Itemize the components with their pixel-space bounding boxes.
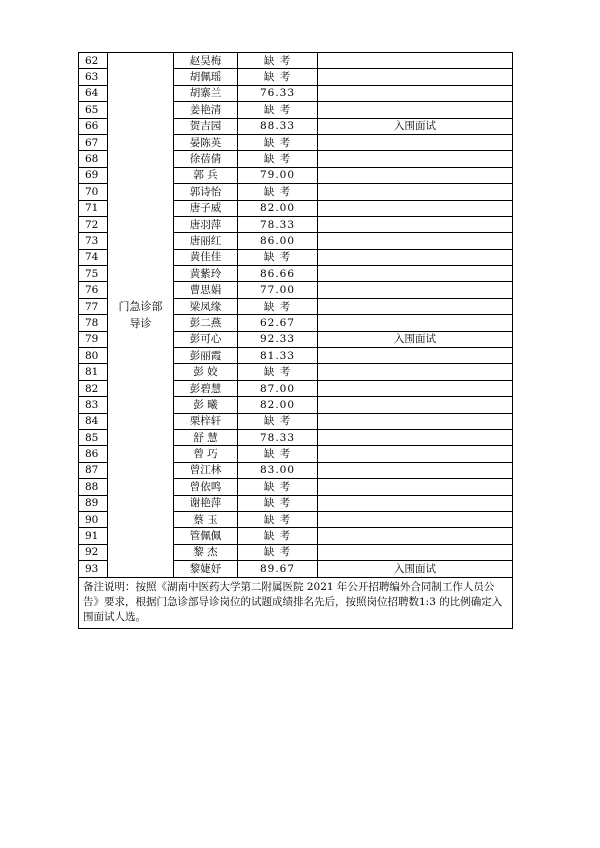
name-cell: 谢艳萍 — [174, 495, 238, 511]
score-table-container — [78, 52, 513, 578]
name-cell: 郭诗怡 — [174, 184, 238, 200]
remark-cell — [318, 462, 513, 478]
remark-cell — [318, 102, 513, 118]
score-cell: 81.33 — [238, 348, 318, 364]
remark-cell — [318, 282, 513, 298]
name-cell: 徐蓓倩 — [174, 151, 238, 167]
name-cell: 黄佳佳 — [174, 249, 238, 265]
name-cell: 彭丽霞 — [174, 348, 238, 364]
row-number-cell: 81 — [79, 364, 108, 380]
row-number-cell: 72 — [79, 216, 108, 232]
score-cell: 缺 考 — [238, 102, 318, 118]
score-cell: 86.00 — [238, 233, 318, 249]
name-cell: 曾江林 — [174, 462, 238, 478]
row-number-cell: 71 — [79, 200, 108, 216]
name-cell: 管佩佩 — [174, 528, 238, 544]
score-cell: 82.00 — [238, 397, 318, 413]
row-number-cell: 64 — [79, 85, 108, 101]
score-cell: 缺 考 — [238, 495, 318, 511]
name-cell: 栗梓轩 — [174, 413, 238, 429]
score-cell: 缺 考 — [238, 413, 318, 429]
remark-cell — [318, 544, 513, 560]
score-table — [78, 52, 513, 578]
remark-cell — [318, 249, 513, 265]
row-number-cell: 68 — [79, 151, 108, 167]
row-number-cell: 80 — [79, 348, 108, 364]
remarks-note: 备注说明：按照《湖南中医药大学第二附属医院 2021 年公开招聘编外合同制工作人员公告》要求，根据门急诊部导诊岗位的试题成绩排名先后，按照岗位招聘数1:3 的比例确定入围面试人选。 — [78, 578, 513, 629]
score-cell: 78.33 — [238, 216, 318, 232]
name-cell: 胡佩瑶 — [174, 69, 238, 85]
score-cell: 缺 考 — [238, 511, 318, 527]
name-cell: 彭 姣 — [174, 364, 238, 380]
remark-cell — [318, 315, 513, 331]
remark-cell — [318, 446, 513, 462]
name-cell: 黎婕妤 — [174, 561, 238, 577]
row-number-cell: 93 — [79, 561, 108, 577]
row-number-cell: 76 — [79, 282, 108, 298]
department-cell: 门急诊部 导诊 — [108, 53, 174, 578]
remark-cell — [318, 216, 513, 232]
score-cell: 缺 考 — [238, 298, 318, 314]
name-cell: 唐丽红 — [174, 233, 238, 249]
row-number-cell: 79 — [79, 331, 108, 347]
score-cell: 92.33 — [238, 331, 318, 347]
score-cell: 83.00 — [238, 462, 318, 478]
score-cell: 缺 考 — [238, 53, 318, 69]
score-table-body — [79, 53, 513, 578]
name-cell: 唐子威 — [174, 200, 238, 216]
row-number-cell: 83 — [79, 397, 108, 413]
name-cell: 黄紫玲 — [174, 266, 238, 282]
row-number-cell: 87 — [79, 462, 108, 478]
score-cell: 缺 考 — [238, 184, 318, 200]
score-cell: 88.33 — [238, 118, 318, 134]
score-cell: 缺 考 — [238, 249, 318, 265]
name-cell: 胡寨兰 — [174, 85, 238, 101]
remark-cell — [318, 511, 513, 527]
row-number-cell: 90 — [79, 511, 108, 527]
row-number-cell: 70 — [79, 184, 108, 200]
score-cell: 86.66 — [238, 266, 318, 282]
score-cell: 缺 考 — [238, 544, 318, 560]
name-cell: 曾依鸣 — [174, 479, 238, 495]
row-number-cell: 75 — [79, 266, 108, 282]
name-cell: 晏陈英 — [174, 134, 238, 150]
remark-cell — [318, 233, 513, 249]
score-cell: 缺 考 — [238, 364, 318, 380]
score-cell: 87.00 — [238, 380, 318, 396]
remark-cell: 入围面试 — [318, 118, 513, 134]
score-cell: 76.33 — [238, 85, 318, 101]
remark-cell — [318, 298, 513, 314]
remark-cell — [318, 167, 513, 183]
row-number-cell: 88 — [79, 479, 108, 495]
remark-cell — [318, 184, 513, 200]
remark-cell: 入围面试 — [318, 561, 513, 577]
score-cell: 缺 考 — [238, 134, 318, 150]
name-cell: 舒 慧 — [174, 429, 238, 445]
remark-cell — [318, 479, 513, 495]
remark-cell — [318, 429, 513, 445]
row-number-cell: 82 — [79, 380, 108, 396]
row-number-cell: 63 — [79, 69, 108, 85]
row-number-cell: 62 — [79, 53, 108, 69]
name-cell: 曹思娟 — [174, 282, 238, 298]
name-cell: 彭 曦 — [174, 397, 238, 413]
score-cell: 77.00 — [238, 282, 318, 298]
remark-cell — [318, 380, 513, 396]
row-number-cell: 66 — [79, 118, 108, 134]
remark-cell — [318, 69, 513, 85]
remark-cell — [318, 53, 513, 69]
remark-cell — [318, 528, 513, 544]
row-number-cell: 69 — [79, 167, 108, 183]
name-cell: 郭 兵 — [174, 167, 238, 183]
remark-cell — [318, 495, 513, 511]
name-cell: 赵昊梅 — [174, 53, 238, 69]
score-cell: 82.00 — [238, 200, 318, 216]
remark-cell — [318, 200, 513, 216]
row-number-cell: 67 — [79, 134, 108, 150]
remark-cell — [318, 413, 513, 429]
remark-cell — [318, 364, 513, 380]
score-cell: 缺 考 — [238, 446, 318, 462]
row-number-cell: 92 — [79, 544, 108, 560]
row-number-cell: 73 — [79, 233, 108, 249]
score-cell: 缺 考 — [238, 151, 318, 167]
name-cell: 蔡 玉 — [174, 511, 238, 527]
name-cell: 唐羽萍 — [174, 216, 238, 232]
row-number-cell: 84 — [79, 413, 108, 429]
remark-cell: 入围面试 — [318, 331, 513, 347]
row-number-cell: 91 — [79, 528, 108, 544]
score-cell: 78.33 — [238, 429, 318, 445]
row-number-cell: 65 — [79, 102, 108, 118]
remark-cell — [318, 348, 513, 364]
row-number-cell: 77 — [79, 298, 108, 314]
name-cell: 梁凤缘 — [174, 298, 238, 314]
name-cell: 姜艳清 — [174, 102, 238, 118]
row-number-cell: 86 — [79, 446, 108, 462]
remark-cell — [318, 266, 513, 282]
score-cell: 缺 考 — [238, 69, 318, 85]
row-number-cell: 85 — [79, 429, 108, 445]
score-cell: 89.67 — [238, 561, 318, 577]
score-cell: 62.67 — [238, 315, 318, 331]
row-number-cell: 89 — [79, 495, 108, 511]
remark-cell — [318, 134, 513, 150]
score-cell: 缺 考 — [238, 528, 318, 544]
score-cell: 缺 考 — [238, 479, 318, 495]
name-cell: 彭碧慧 — [174, 380, 238, 396]
remark-cell — [318, 151, 513, 167]
table-row — [79, 53, 513, 69]
name-cell: 曾 巧 — [174, 446, 238, 462]
remark-cell — [318, 397, 513, 413]
remark-cell — [318, 85, 513, 101]
name-cell: 黎 杰 — [174, 544, 238, 560]
name-cell: 彭二燕 — [174, 315, 238, 331]
name-cell: 贺吉园 — [174, 118, 238, 134]
row-number-cell: 74 — [79, 249, 108, 265]
score-cell: 79.00 — [238, 167, 318, 183]
row-number-cell: 78 — [79, 315, 108, 331]
name-cell: 彭可心 — [174, 331, 238, 347]
